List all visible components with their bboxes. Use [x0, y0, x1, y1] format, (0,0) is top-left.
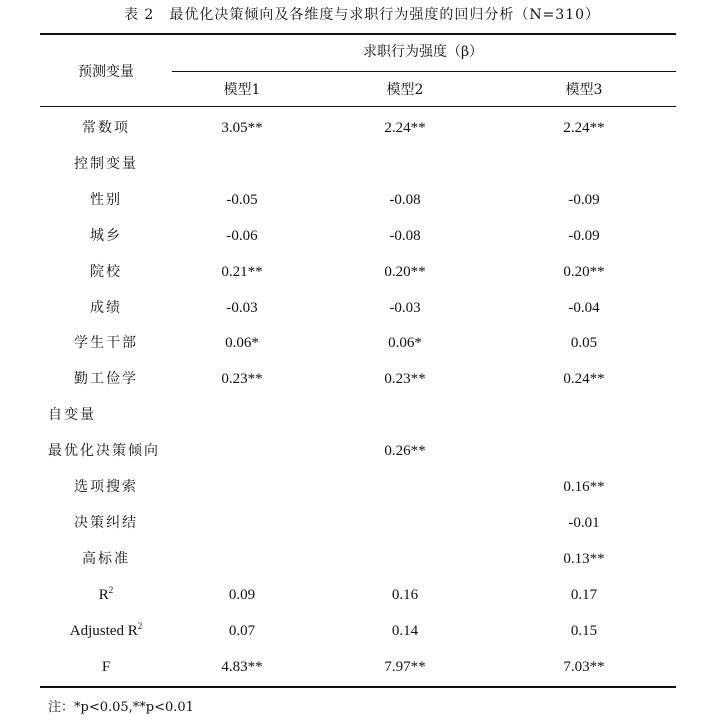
table-cell: 0.13** [563, 551, 605, 567]
row-label: 高标准 [82, 551, 130, 567]
table-cell: 7.97** [384, 659, 426, 675]
table-cell: -0.05 [226, 192, 258, 208]
top-rule [40, 33, 676, 35]
row-label: 城乡 [90, 228, 122, 244]
table-cell: -0.08 [389, 228, 421, 244]
table-cell: 0.26** [384, 443, 426, 459]
table-cell: 0.24** [563, 371, 605, 387]
table-cell: 3.05** [221, 120, 263, 136]
table-cell: 0.23** [384, 371, 426, 387]
table-cell: 0.09 [228, 587, 256, 603]
table-cell: 0.16** [563, 479, 605, 495]
row-label: 最优化决策倾向 [48, 443, 160, 459]
table-cell: 0.15 [570, 623, 598, 639]
table-cell: 0.07 [228, 623, 256, 639]
table-cell: -0.09 [568, 192, 600, 208]
table-cell: -0.06 [226, 228, 258, 244]
table-cell: 7.03** [563, 659, 605, 675]
row-label: 选项搜索 [74, 479, 138, 495]
model-header-2: 模型2 [386, 82, 424, 98]
row-label: 自变量 [48, 407, 96, 423]
table-cell: 0.23** [221, 371, 263, 387]
table-caption: 表 2 最优化决策倾向及各维度与求职行为强度的回归分析（N=310） [123, 7, 601, 23]
table-cell: -0.04 [568, 300, 600, 316]
table-cell: 0.14 [391, 623, 419, 639]
table-cell: 0.06* [225, 335, 259, 351]
table-cell: 2.24** [563, 120, 605, 136]
row-label: 控制变量 [74, 156, 138, 172]
table-cell: 2.24** [384, 120, 426, 136]
table-cell: -0.01 [568, 515, 600, 531]
table-cell: 0.16 [391, 587, 419, 603]
table-cell: 0.20** [563, 264, 605, 280]
row-label: $R^2$ [98, 585, 114, 603]
bottom-rule [40, 686, 676, 688]
table-cell: 0.05 [570, 335, 598, 351]
row-label: 性别 [90, 192, 122, 208]
model-header-1: 模型1 [223, 82, 261, 98]
table-cell: 0.06* [388, 335, 422, 351]
row-label: 勤工俭学 [74, 371, 138, 387]
row-label: F [101, 659, 111, 675]
table-cell: 0.21** [221, 264, 263, 280]
table-cell: -0.03 [389, 300, 421, 316]
header-bottom-rule [40, 106, 676, 107]
table-note: 注：*p<0.05,**p<0.01 [48, 700, 194, 715]
predictor-header: 预测变量 [78, 64, 134, 80]
row-label: Adjusted $R^2$ [69, 621, 143, 639]
model-group-rule [172, 71, 676, 72]
table-cell: 0.20** [384, 264, 426, 280]
row-label: 成绩 [90, 300, 122, 316]
row-label: 学生干部 [74, 335, 138, 351]
model-header-3: 模型3 [565, 82, 603, 98]
table-cell: -0.09 [568, 228, 600, 244]
row-label: 院校 [90, 264, 122, 280]
table-cell: -0.03 [226, 300, 258, 316]
table-cell: -0.08 [389, 192, 421, 208]
row-label: 决策纠结 [74, 515, 138, 531]
table-cell: 0.17 [570, 587, 598, 603]
dependent-header: 求职行为强度（β） [362, 44, 484, 60]
table-cell: 4.83** [221, 659, 263, 675]
row-label: 常数项 [82, 120, 130, 136]
